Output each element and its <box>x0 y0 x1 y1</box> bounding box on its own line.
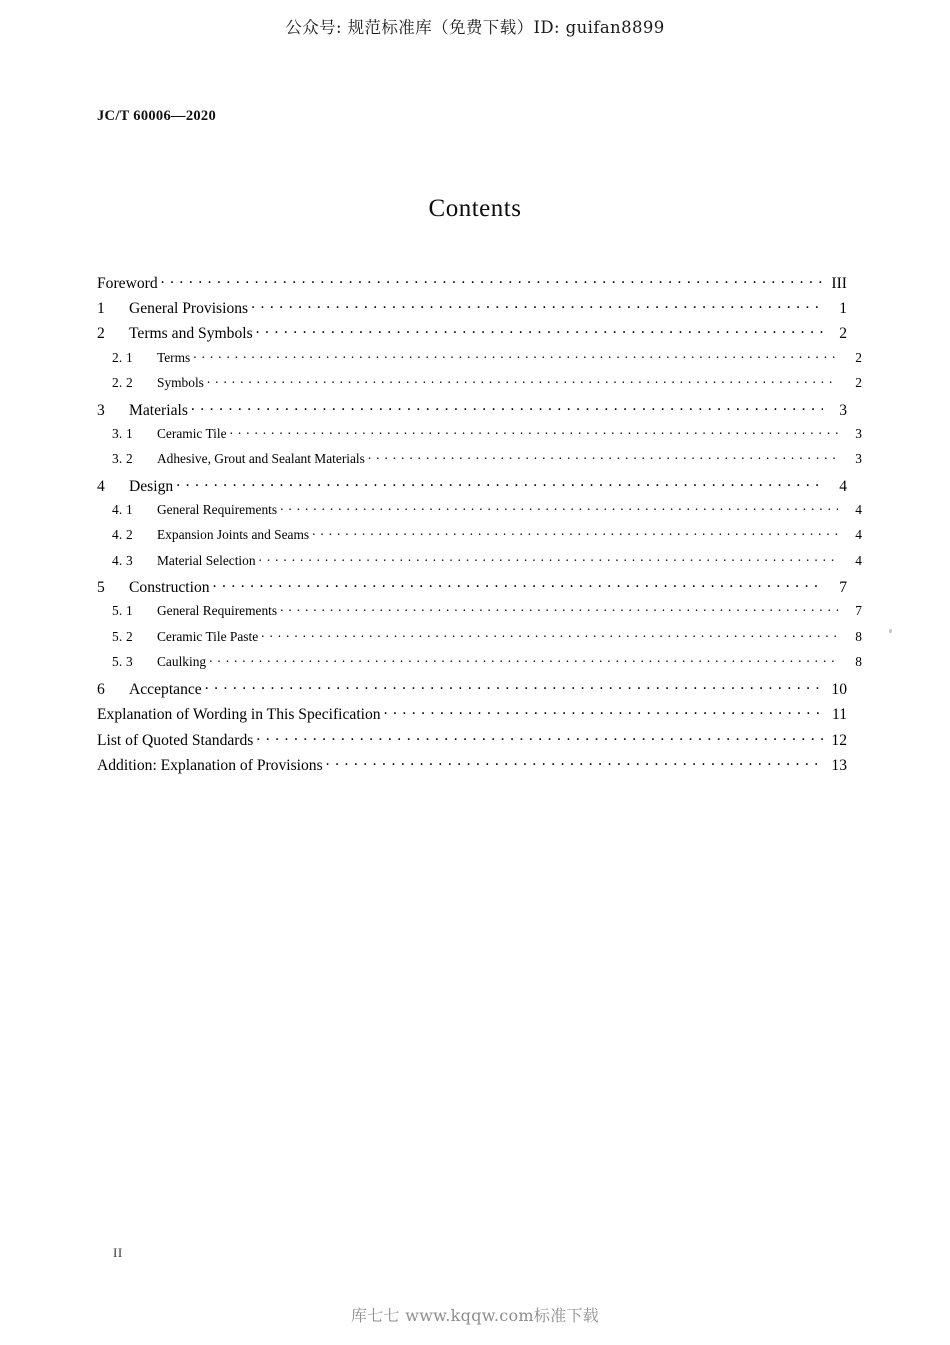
toc-entry-label: Foreword <box>97 274 158 292</box>
toc-entry-page-number: 3 <box>855 425 862 441</box>
toc-entry[interactable] <box>97 577 847 602</box>
toc-entry[interactable] <box>97 399 847 424</box>
toc-entry-page-number: 2 <box>839 325 847 343</box>
toc-dot-leader <box>259 551 838 564</box>
toc-dot-leader <box>256 323 823 339</box>
toc-entry-number: 3. 1 <box>112 425 133 441</box>
toc-entry-label: General Requirements <box>157 603 278 619</box>
toc-entry[interactable] <box>97 653 862 678</box>
toc-dot-leader <box>209 653 838 666</box>
toc-entry-number: 2. 2 <box>112 374 133 390</box>
toc-entry-number: 4. 2 <box>112 527 133 543</box>
toc-entry-label: Caulking <box>157 654 207 670</box>
toc-entry-page-number: 12 <box>831 731 847 749</box>
toc-entry-page-number: 8 <box>855 654 862 670</box>
toc-entry-label: General Requirements <box>157 501 278 517</box>
toc-entry[interactable] <box>97 475 847 500</box>
toc-entry-number: 5. 1 <box>112 603 133 619</box>
toc-dot-leader <box>207 374 838 387</box>
toc-dot-leader <box>230 424 838 437</box>
toc-entry[interactable] <box>97 323 847 348</box>
toc-entry-page-number: 2 <box>855 374 862 390</box>
toc-entry-label: Material Selection <box>157 552 256 568</box>
toc-entry-number: 5 <box>97 579 105 597</box>
toc-dot-leader <box>161 272 823 288</box>
toc-dot-leader <box>368 450 838 463</box>
toc-entry-number: 2. 1 <box>112 349 133 365</box>
toc-entry[interactable] <box>97 526 862 551</box>
toc-entry-label: Terms and Symbols <box>129 325 253 343</box>
standard-number: JC/T 60006—2020 <box>97 108 217 124</box>
toc-entry-page-number: 7 <box>855 603 862 619</box>
toc-entry[interactable] <box>97 551 862 576</box>
folio-page-number: II <box>113 1245 123 1260</box>
toc-entry[interactable] <box>97 754 847 779</box>
toc-dot-leader <box>280 602 838 615</box>
toc-dot-leader <box>312 526 838 539</box>
toc-entry-label: Design <box>129 477 174 495</box>
toc-entry-number: 4. 1 <box>112 501 133 517</box>
toc-entry-page-number: 4 <box>855 527 862 543</box>
toc-entry-label: Adhesive, Grout and Sealant Materials <box>157 451 365 467</box>
toc-dot-leader <box>176 475 823 491</box>
toc-entry-page-number: 4 <box>855 501 862 517</box>
toc-dot-leader <box>256 729 823 745</box>
toc-entry-page-number: 4 <box>839 477 847 495</box>
scan-speck <box>889 629 892 633</box>
watermark-header: 公众号: 规范标准库（免费下载）ID: guifan8899 <box>285 18 665 37</box>
toc-entry-number: 4. 3 <box>112 552 133 568</box>
toc-entry[interactable] <box>97 678 847 703</box>
toc-entry-page-number: 4 <box>855 552 862 568</box>
toc-dot-leader <box>251 297 823 313</box>
toc-entry-number: 3. 2 <box>112 451 133 467</box>
toc-entry-label: List of Quoted Standards <box>97 731 254 749</box>
toc-entry-label: Expansion Joints and Seams <box>157 527 310 543</box>
toc-entry[interactable] <box>97 424 862 449</box>
toc-entry-page-number: 10 <box>831 680 847 698</box>
toc-dot-leader <box>326 754 823 770</box>
toc-dot-leader <box>384 704 823 720</box>
toc-entry[interactable] <box>97 297 847 322</box>
page-title: Contents <box>428 195 522 222</box>
toc-entry-number: 5. 3 <box>112 654 133 670</box>
toc-dot-leader <box>213 577 823 593</box>
toc-entry[interactable] <box>97 450 862 475</box>
toc-dot-leader <box>280 501 838 514</box>
toc-entry[interactable] <box>97 272 847 297</box>
toc-entry-label: Addition: Explanation of Provisions <box>97 757 323 775</box>
table-of-contents <box>97 272 862 780</box>
toc-entry-number: 3 <box>97 401 105 419</box>
toc-entry-label: Ceramic Tile Paste <box>157 628 259 644</box>
toc-entry-page-number: 3 <box>839 401 847 419</box>
toc-entry[interactable] <box>97 627 862 652</box>
toc-entry-label: Construction <box>129 579 210 597</box>
toc-entry-page-number: III <box>831 274 847 292</box>
toc-entry-number: 2 <box>97 325 105 343</box>
toc-dot-leader <box>191 399 823 415</box>
toc-dot-leader <box>205 678 823 694</box>
toc-entry-label: Ceramic Tile <box>157 425 227 441</box>
toc-entry-page-number: 13 <box>831 757 847 775</box>
toc-entry-label: General Provisions <box>129 299 249 317</box>
toc-entry-number: 4 <box>97 477 105 495</box>
toc-entry-page-number: 8 <box>855 628 862 644</box>
toc-entry-page-number: 11 <box>831 706 847 724</box>
toc-dot-leader <box>261 627 838 640</box>
toc-entry-number: 6 <box>97 680 105 698</box>
toc-entry[interactable] <box>97 704 847 729</box>
toc-entry[interactable] <box>97 729 847 754</box>
toc-entry-page-number: 2 <box>855 349 862 365</box>
watermark-footer: 库七七 www.kqqw.com标准下载 <box>350 1306 600 1325</box>
toc-entry[interactable] <box>97 501 862 526</box>
toc-entry-page-number: 1 <box>839 299 847 317</box>
toc-dot-leader <box>193 348 838 361</box>
toc-entry-label: Acceptance <box>129 680 202 698</box>
toc-entry-page-number: 7 <box>839 579 847 597</box>
toc-entry-number: 1 <box>97 299 105 317</box>
toc-entry[interactable] <box>97 602 862 627</box>
toc-entry-label: Terms <box>157 349 191 365</box>
toc-entry[interactable] <box>97 374 862 399</box>
toc-entry-label: Explanation of Wording in This Specification <box>97 706 381 724</box>
toc-entry[interactable] <box>97 348 862 373</box>
toc-entry-label: Symbols <box>157 374 204 390</box>
toc-entry-number: 5. 2 <box>112 628 133 644</box>
toc-entry-label: Materials <box>129 401 188 419</box>
toc-entry-page-number: 3 <box>855 451 862 467</box>
